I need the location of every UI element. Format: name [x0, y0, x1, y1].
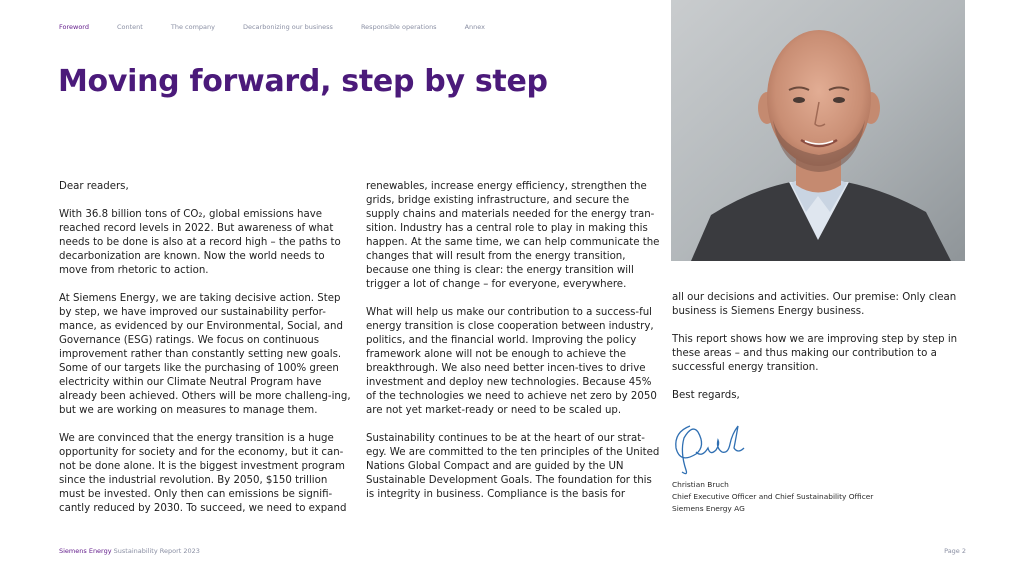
paragraph: Sustainability continues to be at the heart of our strat-egy. We are committed to the ten principles of the United Nations Global Compact and are guided by the UN Sustainable Development Goals. The foundation for this is integrity in business. Compliance is the basis for — [366, 433, 660, 500]
top-navigation — [59, 23, 513, 31]
paragraph: Dear readers, — [59, 181, 129, 192]
signer-company: Siemens Energy AG — [672, 504, 745, 513]
paragraph: This report shows how we are improving step by step in these areas – and thus making our contribution to a successful energy transition. — [672, 334, 958, 373]
paragraph: We are convinced that the energy transition is a huge opportunity for society and for the economy, but it can-not be done alone. It is the biggest investment program since the industrial revolution. By 2050, $150 trillion must be invested. Only then can emissions be signifi-cantly reduced by 2030. To succeed, we need to expand — [59, 433, 347, 514]
paragraph: renewables, increase energy efficiency, strengthen the grids, bridge existing infrastructure, and secure the supply chains and materials needed for the energy tran-sition. Industry has a central role to play in making this happen. At the same time, we can help communicate the changes that will result from the energy transition, because one thing is clear: the energy transition will trigger a lot of change – for everyone, everywhere. — [366, 181, 660, 290]
paragraph: all our decisions and activities. Our premise: Only clean business is Siemens Energy business. — [672, 292, 957, 317]
signer-name: Christian Bruch — [672, 480, 729, 489]
ceo-portrait-photo — [671, 0, 965, 261]
handwritten-signature — [672, 418, 752, 480]
paragraph: With 36.8 billion tons of CO₂, global emissions have reached record levels in 2022. But awareness of what needs to be done is also at a record high – the paths to decarbonization are known. Now the world needs to move from rhetoric to action. — [59, 209, 341, 276]
nav-item-decarbonizing[interactable]: Decarbonizing our business — [242, 23, 333, 31]
paragraph: At Siemens Energy, we are taking decisive action. Step by step, we have improved our sustainability perfor-mance, as evidenced by our Environmental, Social, and Governance (ESG) ratings. We focus on continuous improvement rather than constantly setting new goals. Some of our targets like the purchasing of 100% green electricity within our Climate Neutral Program have already been achieved. Others will be more challeng-ing, but we are working on measures to manage them. — [59, 293, 351, 416]
nav-item-annex[interactable]: Annex — [464, 23, 485, 31]
page-title: Moving forward, step by step — [58, 64, 548, 99]
text-column-1 — [59, 180, 355, 530]
nav-item-the-company[interactable]: The company — [170, 23, 215, 31]
paragraph: What will help us make our contribution to a success-ful energy transition is close cooperation between industry, politics, and the financial world. Improving the policy framework alone will not be enough to achieve the breakthrough. We also need better incen-tives to drive investment and deploy new technologies. Because 45% of the technologies we need to achieve net zero by 2050 are not yet market-ready or need to be scaled up. — [366, 307, 657, 416]
paragraph: Best regards, — [672, 390, 740, 401]
footer-brand: Siemens Energy — [59, 547, 112, 555]
nav-item-responsible-operations[interactable]: Responsible operations — [360, 23, 437, 31]
text-column-2 — [366, 180, 662, 516]
footer-report-title — [59, 547, 200, 555]
footer-report: Sustainability Report 2023 — [113, 547, 200, 555]
page-number: Page 2 — [944, 547, 966, 555]
text-column-3 — [672, 291, 968, 417]
signer-block — [672, 479, 873, 515]
signer-role: Chief Executive Officer and Chief Sustainability Officer — [672, 492, 874, 501]
nav-item-foreword[interactable]: Foreword — [59, 23, 89, 31]
nav-item-content[interactable]: Content — [117, 23, 143, 31]
